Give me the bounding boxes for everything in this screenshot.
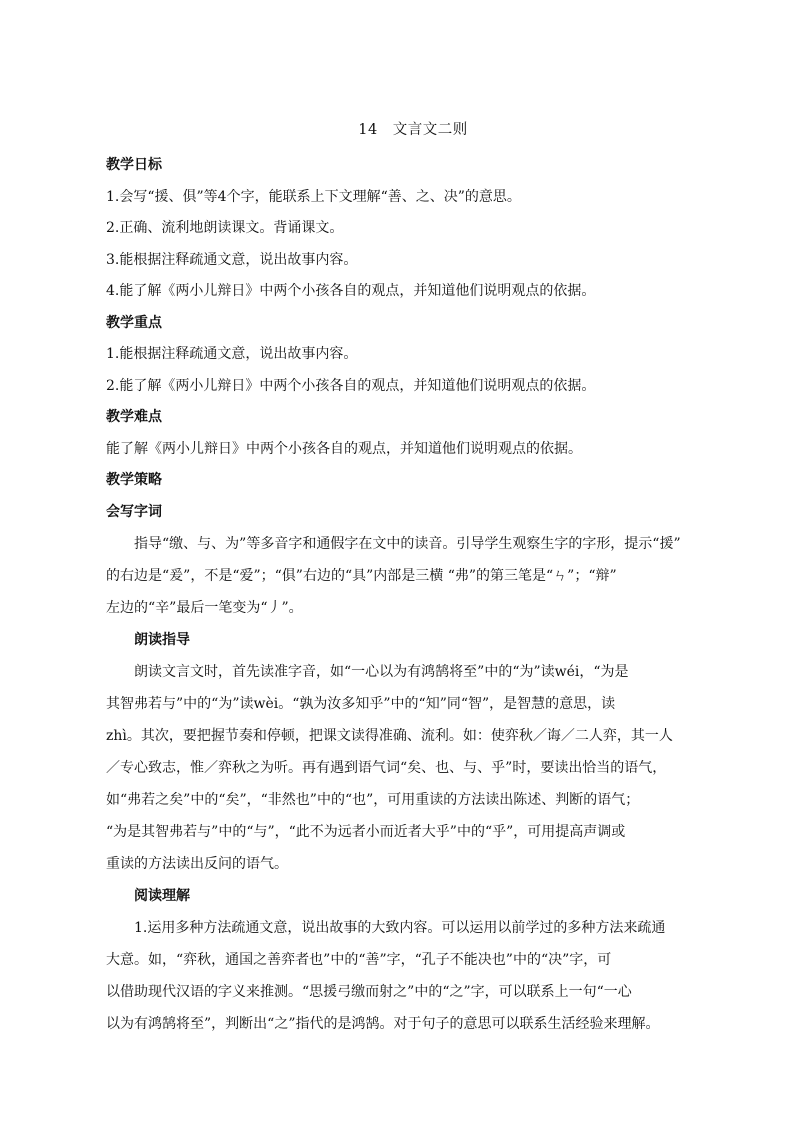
reading-line-6: “为是其智弗若与”中的“与”，“此不为远者小而近者大乎”中的“乎”，可用提高声调或: [106, 824, 626, 840]
key-points-heading: 教学重点: [106, 314, 162, 331]
reading-line-1: 朗读文言文时，首先读准字音，如“一心以为有鸿鹄将至”中的“为”读wéi，“为是: [134, 664, 629, 680]
writing-line-3: 左边的“辛”最后一笔变为“丿”。: [106, 600, 303, 616]
lesson-title: [106, 118, 720, 142]
lesson-title-text: 文言文二则: [392, 122, 468, 138]
key-point-item-1: 1.能根据注释疏通文意，说出故事内容。: [106, 346, 358, 362]
comprehension-line-4: 以为有鸿鹄将至”，判断出“之”指代的是鸿鹄。对于句子的意思可以联系生活经验来理解。: [106, 1016, 660, 1032]
goals-section: [106, 150, 720, 528]
goal-item-2: 2.正确、流利地朗读课文。背诵课文。: [106, 220, 344, 236]
goal-item-3: 3.能根据注释疏通文意，说出故事内容。: [106, 251, 358, 268]
comprehension-line-1: 1.运用多种方法疏通文意，说出故事的大致内容。可以运用以前学过的多种方法来疏通: [134, 920, 666, 936]
writing-line-1: 指导“缴、与、为”等多音字和通假字在文中的读音。引导学生观察生字的字形，提示“援”: [134, 536, 681, 552]
reading-line-3: zhì。其次，要把握节奏和停顿，把课文读得准确、流利。如：使弈秋／诲／二人弈，其一人: [106, 728, 673, 744]
difficulties-heading: 教学难点: [106, 409, 162, 425]
strategy-heading: 教学策略: [106, 472, 162, 488]
key-point-item-2: 2.能了解《两小儿辩日》中两个小孩各自的观点，并知道他们说明观点的依据。: [106, 377, 596, 394]
goals-heading: 教学日标: [106, 157, 162, 173]
reading-line-4: ／专心致志，惟／弈秋之为听。再有遇到语气词“矣、也、与、乎”时，要读出恰当的语气，: [106, 760, 667, 776]
difficulties-text: 能了解《两小儿辩日》中两个小孩各自的观点，并知道他们说明观点的依据。: [106, 440, 582, 457]
reading-line-5: 如“弗若之矣”中的“矣”，“非然也”中的“也”，可用重读的方法读出陈述、判断的语气；: [106, 792, 640, 808]
comprehension-heading: 阅读理解: [134, 888, 190, 904]
goal-item-4: 4.能了解《两小儿辩日》中两个小孩各自的观点，并知道他们说明观点的依据。: [106, 283, 596, 299]
comprehension-line-2: 大意。如，“弈秋，通国之善弈者也”中的“善”字，“孔子不能决也”中的“决”字，可: [106, 952, 612, 968]
comprehension-line-3: 以借助现代汉语的字义来推测。“思援弓缴而射之”中的“之”字，可以联系上一句“一心: [106, 984, 632, 1000]
goal-item-1: 1.会写“援、俱”等4个字，能联系上下文理解“善、之、决”的意思。: [106, 188, 521, 205]
reading-line-2: 其智弗若与”中的“为”读wèi。“孰为汝多知乎”中的“知”同“智”，是智慧的意思，读: [106, 696, 616, 712]
reading-line-7: 重读的方法读出反问的语气。: [106, 856, 288, 872]
writing-section: [106, 528, 720, 1040]
writing-line-2: 的右边是“爰”，不是“爱”；“俱”右边的“具”内部是三横 “弗”的第三笔是“ㄣ”；“辩”: [106, 568, 617, 584]
document-page: [106, 118, 720, 1040]
reading-heading: 朗读指导: [134, 632, 190, 648]
writing-heading: 会写字词: [106, 503, 162, 520]
lesson-number: 14: [358, 122, 378, 138]
